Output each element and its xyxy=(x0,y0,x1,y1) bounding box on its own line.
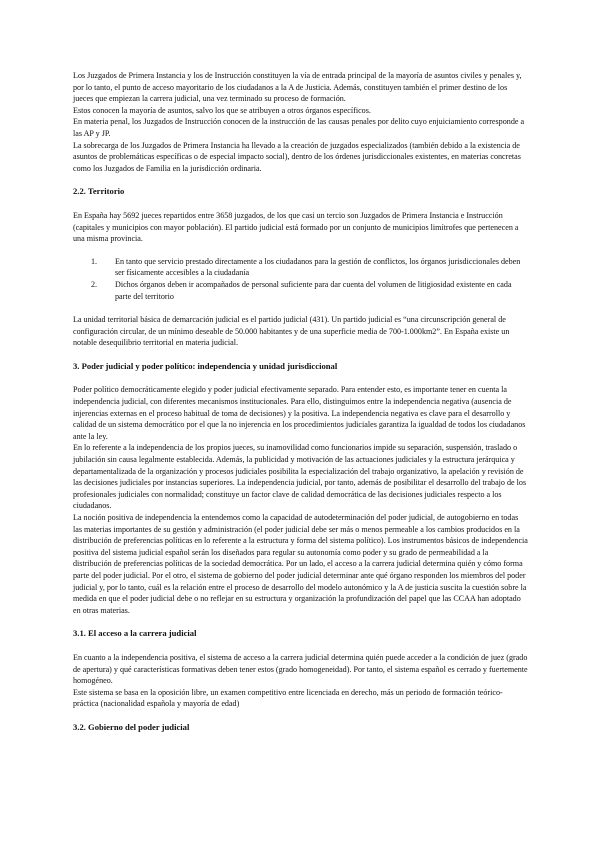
territorio-paragraph: En España hay 5692 jueces repartidos entre 3658 juzgados, de los que casi un tercio son Juzgados de Primera Instancia e Instrucción (capitales y municipios con mayor población). El partido judicial está formado por un conjunto de municipios limítrofes que pertenecen a una misma provincia. xyxy=(73,210,519,244)
list-item-number: 2. xyxy=(91,279,98,289)
territorio-paragraph: La unidad territorial básica de demarcación judicial es el partido judicial (431). Un partido judicial es “una circunscripción general de configuración circular, de un mínimo deseable de 50.000 habitantes y de una superficie media de 700-1.000km2”. En España existe un notable desequilibrio territorial en materia judicial. xyxy=(73,315,510,348)
poder-judicial-paragraph: La noción positiva de independencia la entendemos como la capacidad de autodeterminación del poder judicial, de autogobierno en todas las materias importantes de su gestión y administración (el poder judicial debe ser más o menos permeable a los cambios producidos en la distribución de preferencias políticas en lo referente a la estructura y forma del sistema político). Los instrumentos básicos de independencia positiva del sistema judicial español serán los diseñados para regular su autonomía como poder y su grado de permeabilidad a la distribución de preferencias políticas de la sociedad democrática. Por un lado, el acceso a la carrera judicial determina quién y cómo forma parte del poder judicial. Por el otro, el sistema de gobierno del poder judicial determinar ante qué órgano responden los miembros del poder judicial y, por lo tanto, cuál es la relación entre el proceso de desarrollo del modelo autonómico y la A de justicia suscita la cuestión sobre la medida en que el poder judicial debe o no reflejar en su estructura y organización la profundización del papel que las CCAA han adoptado en otras materias. xyxy=(73,513,528,615)
intro-paragraph: En materia penal, los Juzgados de Instrucción conocen de la instrucción de las causas penales por delito cuyo enjuiciamiento corresponde a las AP y JP. xyxy=(73,117,525,138)
list-item-text: Dichos órganos deben ir acompañados de personal suficiente para dar cuenta del volumen de litigiosidad existente en cada parte del territorio xyxy=(115,279,512,301)
list-item xyxy=(73,279,528,302)
list-item xyxy=(73,256,528,279)
section-heading-gobierno: 3.2. Gobierno del poder judicial xyxy=(73,721,190,732)
document-page xyxy=(73,70,528,746)
section-heading-territorio: 2.2. Territorio xyxy=(73,186,125,197)
poder-judicial-paragraph: Poder político democráticamente elegido y poder judicial efectivamente separado. Para entender esto, es importante tener en cuenta la independencia judicial, con diferentes mecanismos institucionales. Para ello, distinguimos entre la independencia negativa (ausencia de injerencias externas en el proceso habitual de toma de decisiones) y la positiva. La independencia negativa es clave para el desarrollo y calidad de un sistema democrático por el que la no injerencia en los procedimientos judiciales garantiza la igualdad de todos los ciudadanos ante la ley. xyxy=(73,385,526,441)
intro-paragraph: Estos conocen la mayoría de asuntos, salvo los que se atribuyen a otros órganos específicos. xyxy=(73,105,371,115)
intro-paragraph: La sobrecarga de los Juzgados de Primera Instancia ha llevado a la creación de juzgados especializados (también debido a la existencia de asuntos de problemáticas específicas o de especial impacto social), dentro de los órdenes jurisdiccionales existentes, en materias concretas como los Juzgados de Familia en la jurisdicción ordinaria. xyxy=(73,140,521,173)
poder-judicial-paragraph: En lo referente a la independencia de los propios jueces, su inamovilidad como funcionarios impide su separación, suspensión, traslado o jubilación sin causa legalmente establecida. Además, la publicidad y motivación de las actuaciones judiciales y la estructura jerárquica y departamentalizada de la organización y procesos judiciales posibilita la especialización del trabajo organizativo, la apelación y revisión de las decisiones judiciales por instancias superiores. La independencia judicial, por tanto, además de posibilitar el desarrollo del trabajo de los profesionales judiciales con normalidad; constituye un factor clave de calidad democrática de las decisiones judiciales respecto a los ciudadanos. xyxy=(73,443,527,511)
territorio-list xyxy=(73,256,528,302)
section-heading-poder-judicial: 3. Poder judicial y poder político: independencia y unidad jurisdiccional xyxy=(73,360,338,371)
intro-section xyxy=(73,70,528,174)
list-item-number: 1. xyxy=(91,256,98,266)
acceso-paragraph: Este sistema se basa en la oposición libre, un examen competitivo entre licenciada en derecho, más un periodo de formación teórico-práctica (nacionalidad española y mayoría de edad) xyxy=(73,687,503,709)
acceso-paragraph: En cuanto a la independencia positiva, el sistema de acceso a la carrera judicial determina quién puede acceder a la condición de juez (grado de apertura) y qué características formativas deben tener estos (grado homogeneidad). Por tanto, el sistema español es cerrado y fuertemente homogéneo. xyxy=(73,652,528,686)
section-heading-acceso: 3.1. El acceso a la carrera judicial xyxy=(73,628,197,639)
list-item-text: En tanto que servicio prestado directamente a los ciudadanos para la gestión de conflictos, los órganos jurisdiccionales deben ser físicamente accesibles a la ciudadanía xyxy=(115,256,521,278)
intro-paragraph: Los Juzgados de Primera Instancia y los de Instrucción constituyen la vía de entrada principal de la mayoría de asuntos civiles y penales y, por lo tanto, el punto de acceso mayoritario de los ciudadanos a la A de Justicia. Además, constituyen también el primer destino de los jueces que empiezan la carrera judicial, una vez terminado su proceso de formación. xyxy=(73,71,522,104)
